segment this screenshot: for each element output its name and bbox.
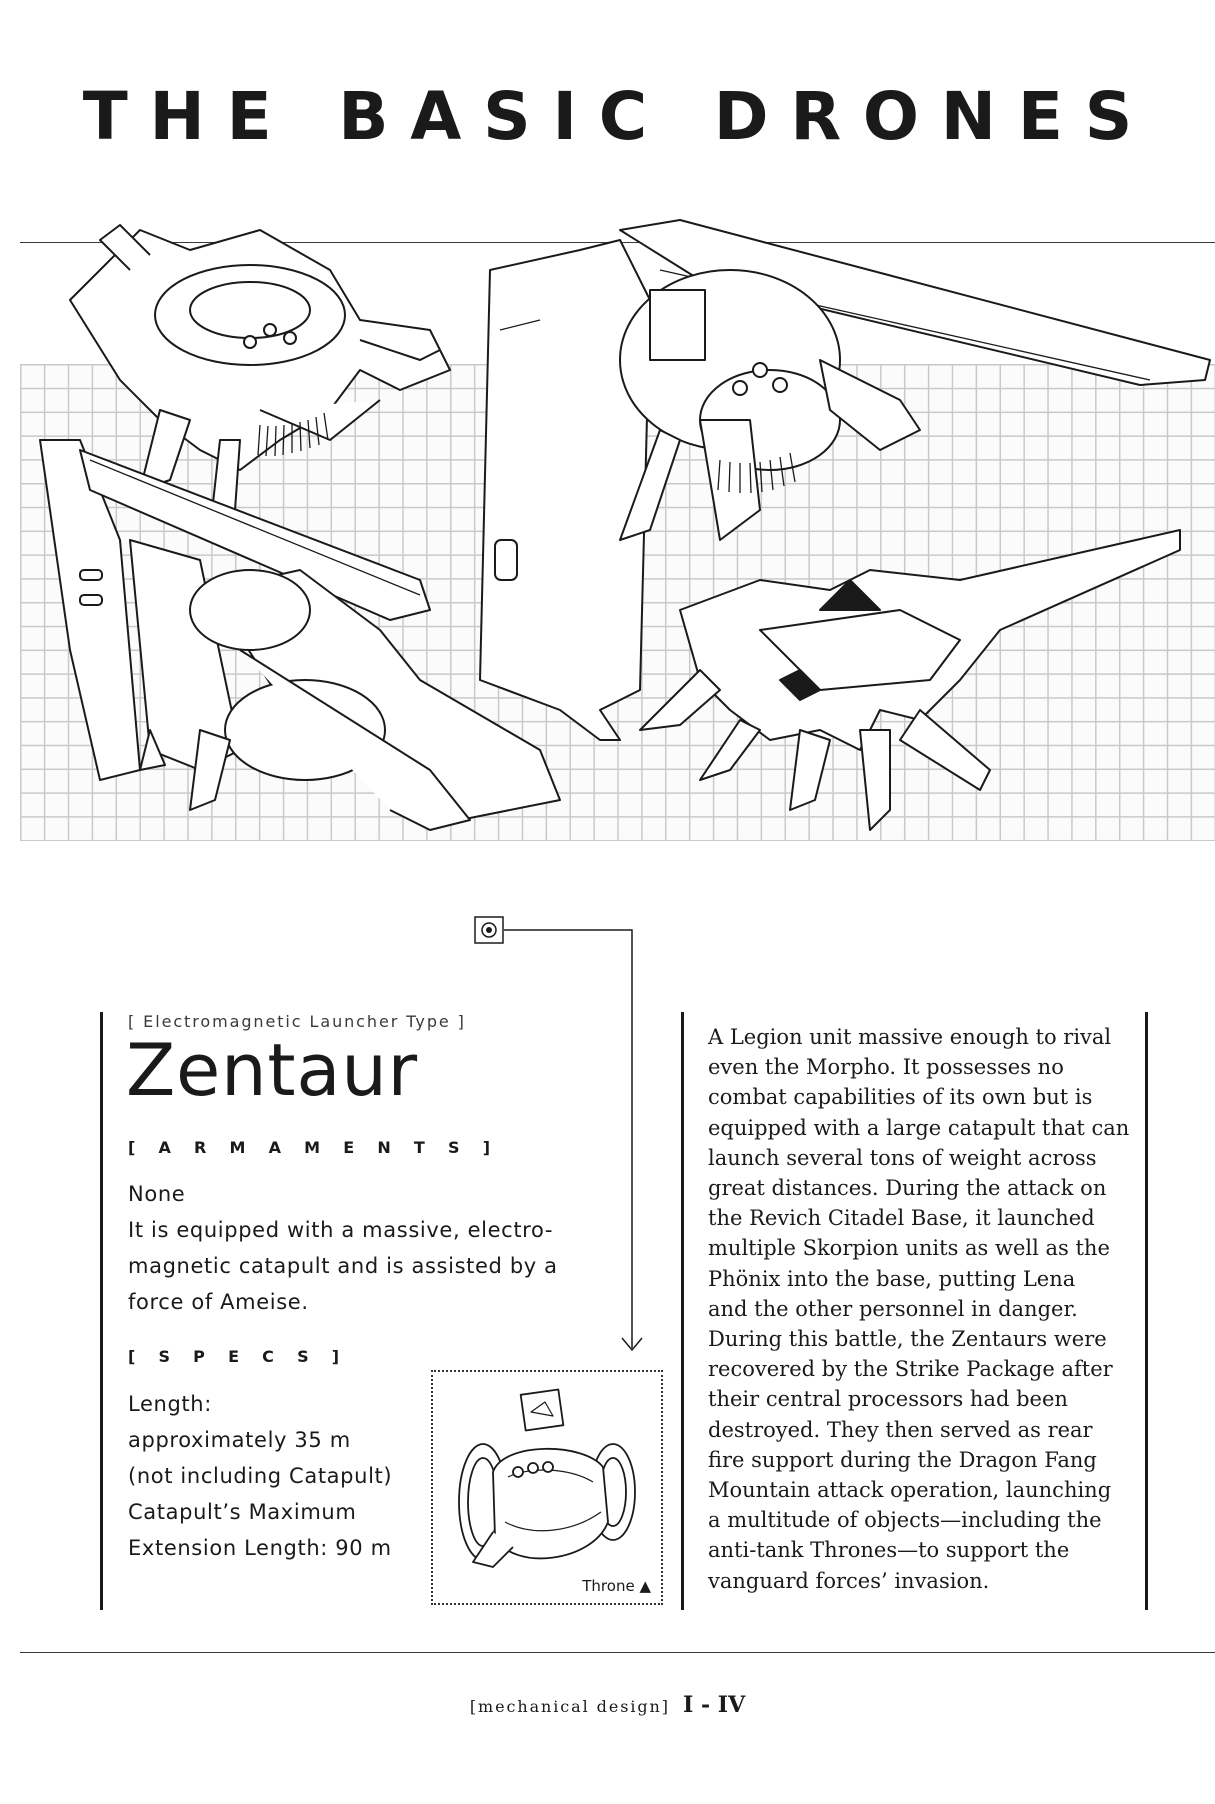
footer-label: [mechanical design] [469, 1697, 670, 1716]
left-column-bar [100, 1012, 103, 1610]
unit-description [708, 1022, 1128, 1596]
description-line: their central processors had been [708, 1387, 1068, 1412]
description-line: During this battle, the Zentaurs were [708, 1327, 1107, 1352]
description-line: destroyed. They then served as rear [708, 1417, 1093, 1442]
description-line: a multitude of objects—including the [708, 1508, 1102, 1533]
drone-illustration [0, 210, 1215, 970]
middle-column-bar [681, 1012, 684, 1610]
specs-line: Extension Length: 90 m [128, 1536, 392, 1560]
description-line: vanguard forces’ invasion. [708, 1568, 990, 1593]
page-footer [0, 1692, 1215, 1718]
bottom-divider [20, 1652, 1215, 1653]
callout-marker-icon [474, 916, 504, 944]
description-line: anti-tank Thrones—to support the [708, 1538, 1070, 1563]
unit-type-label: [ Electromagnetic Launcher Type ] [128, 1012, 466, 1031]
specs-line: Length: [128, 1392, 212, 1416]
armaments-text [128, 1176, 598, 1320]
description-line: Mountain attack operation, launching [708, 1478, 1112, 1503]
description-line: multiple Skorpion units as well as the [708, 1236, 1110, 1261]
description-line: equipped with a large catapult that can [708, 1115, 1130, 1140]
description-line: fire support during the Dragon Fang [708, 1447, 1097, 1472]
description-line: even the Morpho. It possesses no [708, 1055, 1064, 1080]
description-line: the Revich Citadel Base, it launched [708, 1206, 1095, 1231]
drone-view-middle-right-icon [640, 530, 1180, 830]
throne-inset [431, 1370, 663, 1605]
description-line: recovered by the Strike Package after [708, 1357, 1113, 1382]
description-line: great distances. During the attack on [708, 1176, 1107, 1201]
throne-drone-illustration-icon [433, 1372, 661, 1603]
throne-caption: Throne ▲ [582, 1577, 651, 1595]
page-number: I - IV [683, 1692, 746, 1718]
armaments-line: magnetic catapult and is assisted by a [128, 1254, 558, 1278]
page-title: THE BASIC DRONES [82, 78, 1155, 155]
unit-name: Zentaur [126, 1028, 418, 1112]
specs-heading: [ S P E C S ] [128, 1347, 348, 1366]
specs-line: (not including Catapult) [128, 1464, 393, 1488]
specs-line: approximately 35 m [128, 1428, 351, 1452]
armaments-line: It is equipped with a massive, electro- [128, 1218, 554, 1242]
right-column-bar [1145, 1012, 1148, 1610]
description-line: combat capabilities of its own but is [708, 1085, 1093, 1110]
armaments-heading: [ A R M A M E N T S ] [128, 1138, 499, 1157]
description-line: Phönix into the base, putting Lena [708, 1266, 1076, 1291]
description-line: launch several tons of weight across [708, 1145, 1097, 1170]
armaments-line: None [128, 1182, 186, 1206]
description-line: A Legion unit massive enough to rival [708, 1025, 1112, 1049]
specs-line: Catapult’s Maximum [128, 1500, 357, 1524]
armaments-line: force of Ameise. [128, 1290, 309, 1314]
description-line: and the other personnel in danger. [708, 1296, 1078, 1321]
